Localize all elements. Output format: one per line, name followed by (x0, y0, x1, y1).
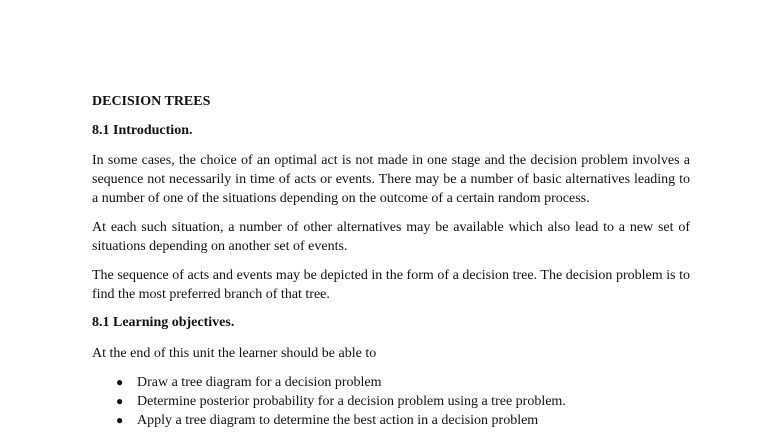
document-page (92, 93, 690, 430)
list-item-text: Apply a tree diagram to determine the best action in a decision problem (137, 413, 539, 428)
paragraph: In some cases, the choice of an optimal act is not made in one stage and the decision problem involves a sequence not necessarily in time of acts or events. There may be a number of basic alternatives leading to a number of one of the situations depending on the outcome of a certain random process. (92, 153, 690, 206)
bullet-icon: ● (116, 394, 124, 408)
objectives-lead-text: At the end of this unit the learner should be able to (92, 346, 377, 361)
section-heading-learning-objectives: 8.1 Learning objectives. (92, 315, 235, 330)
paragraph: At each such situation, a number of other alternatives may be available which also lead to a new set of situations depending on another set of events. (92, 220, 690, 254)
document-title: DECISION TREES (92, 94, 211, 109)
list-item (116, 392, 690, 411)
bullet-icon: ● (116, 413, 124, 427)
paragraph: The sequence of acts and events may be depicted in the form of a decision tree. The decision problem is to find the most preferred branch of that tree. (92, 268, 690, 302)
bullet-icon: ● (116, 375, 124, 389)
objectives-list (92, 373, 690, 430)
list-item (116, 411, 690, 430)
list-item (116, 373, 690, 392)
list-item-text: Draw a tree diagram for a decision problem (137, 375, 382, 390)
section-heading-introduction: 8.1 Introduction. (92, 123, 193, 138)
list-item-text: Determine posterior probability for a decision problem using a tree problem. (137, 394, 566, 409)
